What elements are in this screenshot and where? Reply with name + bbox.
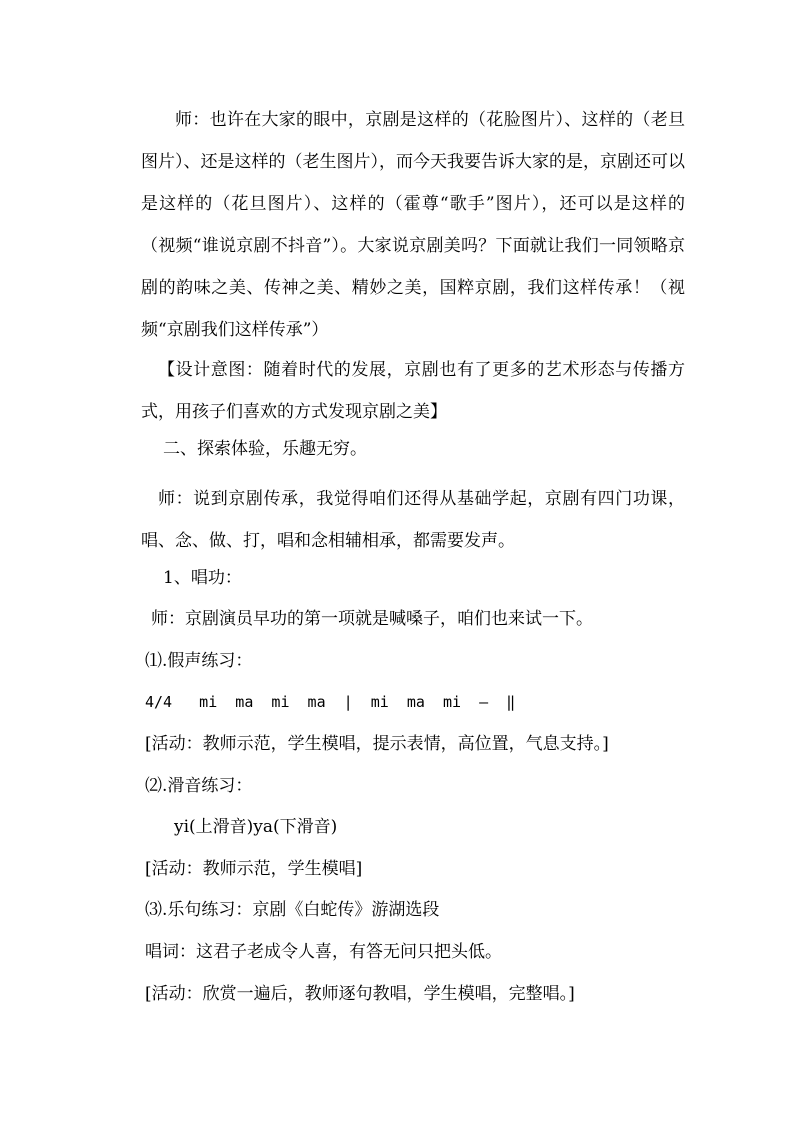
activity-2: [活动：教师示范，学生模唱] bbox=[145, 859, 363, 879]
activity-1: [活动：教师示范，学生模唱，提示表情，高位置，气息支持。] bbox=[145, 734, 609, 754]
glide-practice-title: ⑵.滑音练习： bbox=[145, 776, 253, 796]
intro-paragraph: 师：也许在大家的眼中，京剧是这样的（花脸图片）、这样的（老旦图片）、还是这样的（老生图片），而今天我要告诉大家的是，京剧还可以是这样的（花旦图片）、这样的（霍尊“歌手”图片），还可以是这样的（视频“谁说京剧不抖音”）。大家说京剧美吗？下面就让我们一同领略京剧的韵味之美、传神之美、精妙之美，国粹京剧，我们这样传承！（视频“京剧我们这样传承”） bbox=[141, 110, 685, 340]
design-intent-paragraph: 【设计意图：随着时代的发展，京剧也有了更多的艺术形态与传播方式，用孩子们喜欢的方式发现京剧之美】 bbox=[141, 360, 685, 422]
falsetto-practice-title: ⑴.假声练习： bbox=[145, 651, 253, 671]
item-1-heading: 1、唱功： bbox=[163, 568, 242, 588]
falsetto-notation: 4/4 mi ma mi ma | mi ma mi — ‖ bbox=[145, 693, 516, 711]
activity-3: [活动：欣赏一遍后，教师逐句教唱，学生模唱，完整唱。] bbox=[145, 984, 575, 1004]
teacher-paragraph: 师：说到京剧传承，我觉得咱们还得从基础学起，京剧有四门功课，唱、念、做、打，唱和念相辅相承，都需要发声。 bbox=[141, 489, 685, 551]
glide-notation: yi(上滑音)ya(下滑音) bbox=[174, 817, 338, 837]
phrase-practice-title: ⑶.乐句练习：京剧《白蛇传》游湖选段 bbox=[145, 900, 440, 920]
lyrics-line: 唱词：这君子老成令人喜，有答无问只把头低。 bbox=[145, 942, 502, 962]
section-title: 二、探索体验，乐趣无穷。 bbox=[163, 439, 367, 459]
teacher-warmup-line: 师：京剧演员早功的第一项就是喊嗓子，咱们也来试一下。 bbox=[151, 609, 593, 629]
